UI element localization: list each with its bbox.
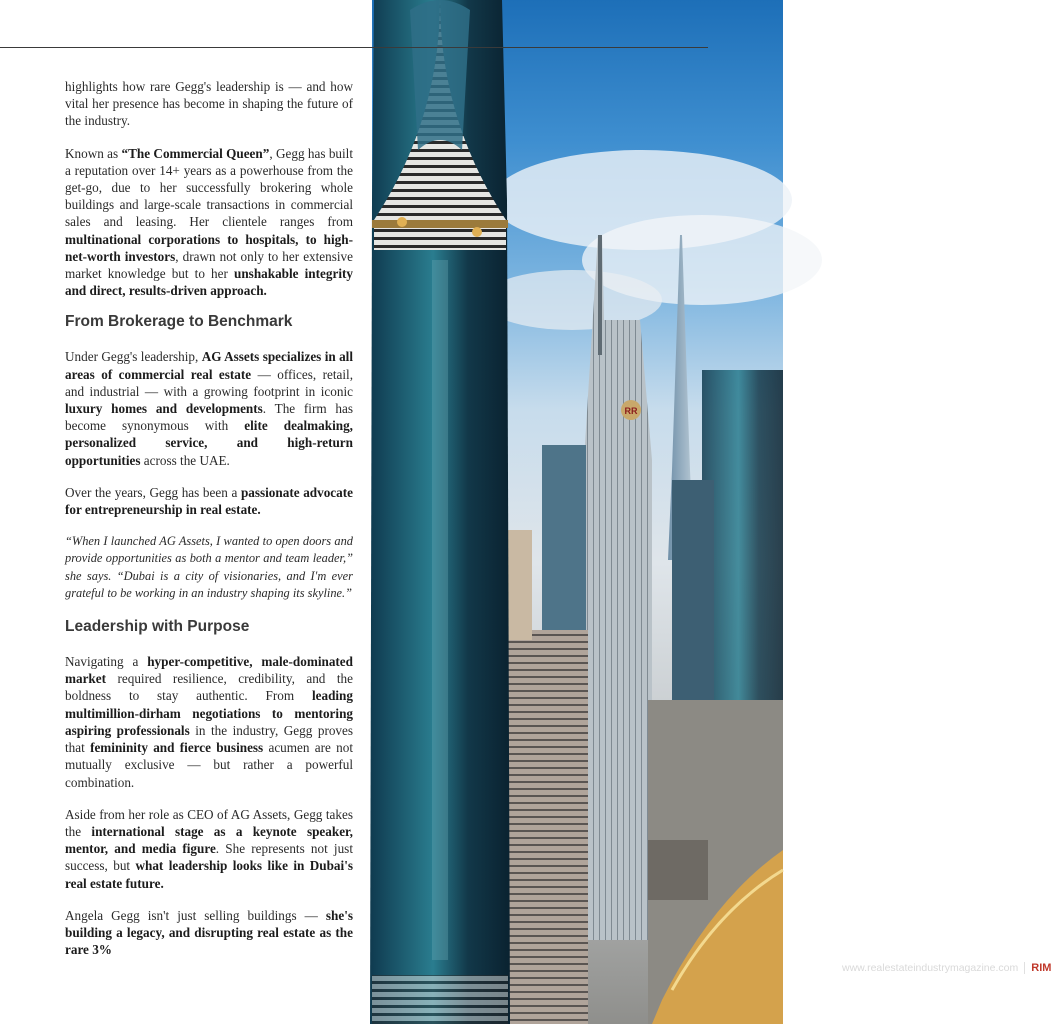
text-run: Navigating a — [65, 654, 148, 670]
paragraph-commercial-queen — [65, 145, 353, 300]
bold-run: she's building a legacy, and disrupting real estate as the rare 3% — [65, 907, 353, 958]
heading-leadership: Leadership with Purpose — [65, 618, 250, 636]
beige-building — [500, 630, 588, 1024]
bold-run: AG Assets specializes in all areas of commercial real estate — [65, 349, 353, 382]
tower-crown-glass — [410, 0, 470, 150]
paragraph-navigating — [65, 653, 353, 791]
paragraph-keynote — [65, 806, 353, 892]
bold-run: passionate advocate for entrepreneurship in real estate. — [65, 484, 354, 518]
article-text-column — [65, 78, 353, 973]
tower-light — [397, 217, 407, 227]
bold-run: elite dealmaking, personalized service, and high-return opportunities — [65, 418, 353, 468]
text-run: highlights how rare Gegg's leadership is — and how vital her presence has become in shaping the future of the industry. — [65, 79, 353, 129]
bold-run: luxury homes and developments — [65, 401, 263, 417]
heading-brokerage: From Brokerage to Benchmark — [65, 313, 293, 331]
paragraph-advocate — [65, 484, 353, 518]
bold-run: multinational corporations to hospitals, to high-net-worth investors — [65, 231, 353, 264]
bold-run: international stage as a keynote speaker, mentor, and media figure — [65, 823, 353, 857]
bold-run: unshakable integrity and direct, results-driven approach. — [65, 266, 353, 299]
page-footer — [842, 962, 1051, 974]
dubai-skyline-photo — [372, 0, 1051, 1024]
glass-building-mid — [542, 445, 586, 645]
text-run: acumen are not mutually exclusive — but rather a powerful combination. — [65, 740, 353, 790]
header-rule — [0, 47, 708, 48]
text-run: . The firm has become synonymous with — [65, 401, 353, 434]
tower-gold-band — [372, 220, 508, 228]
text-run: Under Gegg's leadership, — [65, 349, 202, 365]
text-run: Aside from her role as CEO of AG Assets, Gegg takes the — [65, 806, 353, 839]
text-run: Angela Gegg isn't just selling buildings — — [65, 907, 326, 923]
skyline-illustration — [372, 0, 783, 1024]
text-run: required resilience, credibility, and the boldness to stay authentic. From — [65, 671, 353, 704]
tower-reflection — [432, 260, 448, 960]
text-run: Known as — [65, 145, 122, 161]
rose-tower-spire — [598, 235, 602, 355]
text-run: Over the years, Gegg has been a — [65, 484, 241, 500]
bold-run: femininity and fierce business — [90, 740, 264, 756]
text-run: , Gegg has built a reputation over 14+ years as a powerhouse from the get-go, due to her successfully brokering whole buildings and large-scale transactions in commercial sales and leasing. Her clientele ranges from — [65, 145, 353, 230]
bold-run: what leadership looks like in Dubai's real estate future. — [65, 858, 353, 891]
rose-tower — [584, 235, 652, 940]
text-run: . She represents not just success, but — [65, 841, 353, 874]
low-roof — [648, 840, 708, 900]
tower-base — [372, 975, 508, 1024]
footer-url: www.realestateindustrymagazine.com — [842, 962, 1019, 974]
footer-brand: RIM — [1031, 962, 1051, 974]
text-run: — offices, retail, and industrial — with a growing footprint in iconic — [65, 366, 354, 399]
paragraph-legacy — [65, 907, 353, 959]
paragraph-ag-assets — [65, 348, 353, 468]
text-run: across the UAE. — [140, 452, 230, 468]
pull-quote: “When I launched AG Assets, I wanted to open doors and provide opportunities as both a mentor and team leader,” she says. “Dubai is a city of visionaries, and I'm ever grateful to be working in an industry shaping its skyline.” — [65, 534, 353, 600]
bold-run: “The Commercial Queen” — [121, 145, 270, 161]
bold-run: leading multimillion-dirham negotiations to mentoring aspiring professionals — [65, 688, 353, 738]
text-run: , drawn not only to her extensive market knowledge but to her — [65, 248, 353, 282]
bold-run: hyper-competitive, male-dominated market — [65, 654, 353, 687]
tower-light — [472, 227, 482, 237]
paragraph-intro — [65, 78, 353, 130]
tower-sign-text: RR — [624, 406, 638, 416]
text-run: in the industry, Gegg proves that — [65, 722, 354, 756]
footer-divider — [1024, 962, 1025, 974]
